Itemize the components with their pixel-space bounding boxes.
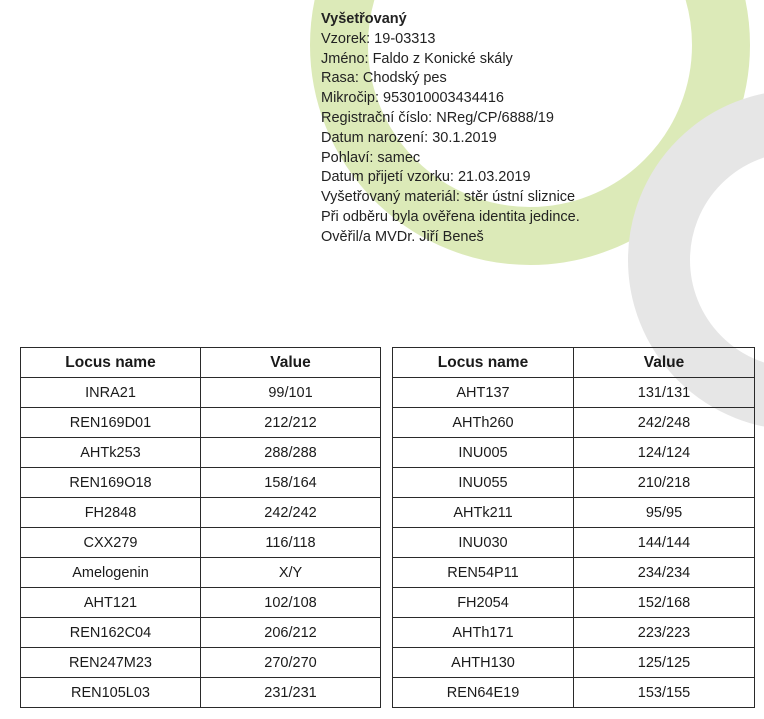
locus-name-cell: AHTh260 [393, 408, 574, 438]
column-header-value: Value [201, 348, 381, 378]
table-row [21, 618, 755, 648]
locus-name-cell: REN105L03 [21, 678, 201, 708]
value-cell: 124/124 [574, 438, 755, 468]
column-header-locus-name: Locus name [21, 348, 201, 378]
column-gap [381, 588, 393, 618]
info-line-birthdate: Datum narození: 30.1.2019 [321, 129, 497, 146]
locus-name-cell: INU055 [393, 468, 574, 498]
value-cell: 206/212 [201, 618, 381, 648]
value-cell: 158/164 [201, 468, 381, 498]
table-row [21, 378, 755, 408]
info-line-sample: Vzorek: 19-03313 [321, 30, 436, 47]
table-row [21, 678, 755, 708]
column-gap [381, 498, 393, 528]
info-line-name: Jméno: Faldo z Konické skály [321, 50, 513, 67]
value-cell: 102/108 [201, 588, 381, 618]
info-line-material: Vyšetřovaný materiál: stěr ústní sliznice [321, 189, 576, 206]
section-title: Vyšetřovaný [321, 11, 407, 27]
column-gap [381, 618, 393, 648]
value-cell: 288/288 [201, 438, 381, 468]
table-body [21, 378, 755, 708]
locus-name-cell: FH2054 [393, 588, 574, 618]
sample-info [321, 10, 580, 248]
value-cell: 95/95 [574, 498, 755, 528]
table-row [21, 648, 755, 678]
locus-name-cell: AHTh171 [393, 618, 574, 648]
info-line-breed: Rasa: Chodský pes [321, 70, 447, 87]
value-cell: 131/131 [574, 378, 755, 408]
locus-name-cell: REN247M23 [21, 648, 201, 678]
locus-name-cell: AHTH130 [393, 648, 574, 678]
locus-name-cell: AHTk253 [21, 438, 201, 468]
value-cell: 223/223 [574, 618, 755, 648]
column-gap [381, 648, 393, 678]
locus-name-cell: AHT137 [393, 378, 574, 408]
column-gap [381, 678, 393, 708]
value-cell: 212/212 [201, 408, 381, 438]
table-row [21, 588, 755, 618]
value-cell: 270/270 [201, 648, 381, 678]
locus-name-cell: AHTk211 [393, 498, 574, 528]
table-row [21, 408, 755, 438]
value-cell: 116/118 [201, 528, 381, 558]
column-gap [381, 468, 393, 498]
value-cell: 125/125 [574, 648, 755, 678]
info-line-registration: Registrační číslo: NReg/CP/6888/19 [321, 109, 554, 126]
column-gap [381, 528, 393, 558]
value-cell: 231/231 [201, 678, 381, 708]
value-cell: X/Y [201, 558, 381, 588]
locus-name-cell: REN169O18 [21, 468, 201, 498]
info-line-microchip: Mikročip: 953010003434416 [321, 90, 504, 107]
column-gap [381, 408, 393, 438]
value-cell: 242/248 [574, 408, 755, 438]
locus-name-cell: INU005 [393, 438, 574, 468]
info-line-sex: Pohlaví: samec [321, 149, 421, 166]
column-gap [381, 378, 393, 408]
info-line-received-date: Datum přijetí vzorku: 21.03.2019 [321, 169, 531, 186]
value-cell: 153/155 [574, 678, 755, 708]
table-row [21, 438, 755, 468]
value-cell: 210/218 [574, 468, 755, 498]
column-header-value: Value [574, 348, 755, 378]
value-cell: 144/144 [574, 528, 755, 558]
table-row [21, 558, 755, 588]
table-row [21, 528, 755, 558]
locus-name-cell: CXX279 [21, 528, 201, 558]
locus-name-cell: REN54P11 [393, 558, 574, 588]
value-cell: 152/168 [574, 588, 755, 618]
locus-name-cell: INRA21 [21, 378, 201, 408]
info-line-identity-verified: Při odběru byla ověřena identita jedince. [321, 208, 580, 225]
table-row [21, 498, 755, 528]
info-line-verified-by: Ověřil/a MVDr. Jiří Beneš [321, 228, 484, 245]
column-gap [381, 558, 393, 588]
value-cell: 242/242 [201, 498, 381, 528]
table-header-row [21, 348, 755, 378]
locus-name-cell: Amelogenin [21, 558, 201, 588]
column-header-locus-name: Locus name [393, 348, 574, 378]
value-cell: 234/234 [574, 558, 755, 588]
locus-name-cell: REN162C04 [21, 618, 201, 648]
locus-name-cell: FH2848 [21, 498, 201, 528]
locus-table [20, 347, 755, 708]
table-row [21, 468, 755, 498]
locus-name-cell: AHT121 [21, 588, 201, 618]
column-gap [381, 348, 393, 378]
column-gap [381, 438, 393, 468]
locus-name-cell: REN64E19 [393, 678, 574, 708]
locus-name-cell: INU030 [393, 528, 574, 558]
locus-name-cell: REN169D01 [21, 408, 201, 438]
value-cell: 99/101 [201, 378, 381, 408]
